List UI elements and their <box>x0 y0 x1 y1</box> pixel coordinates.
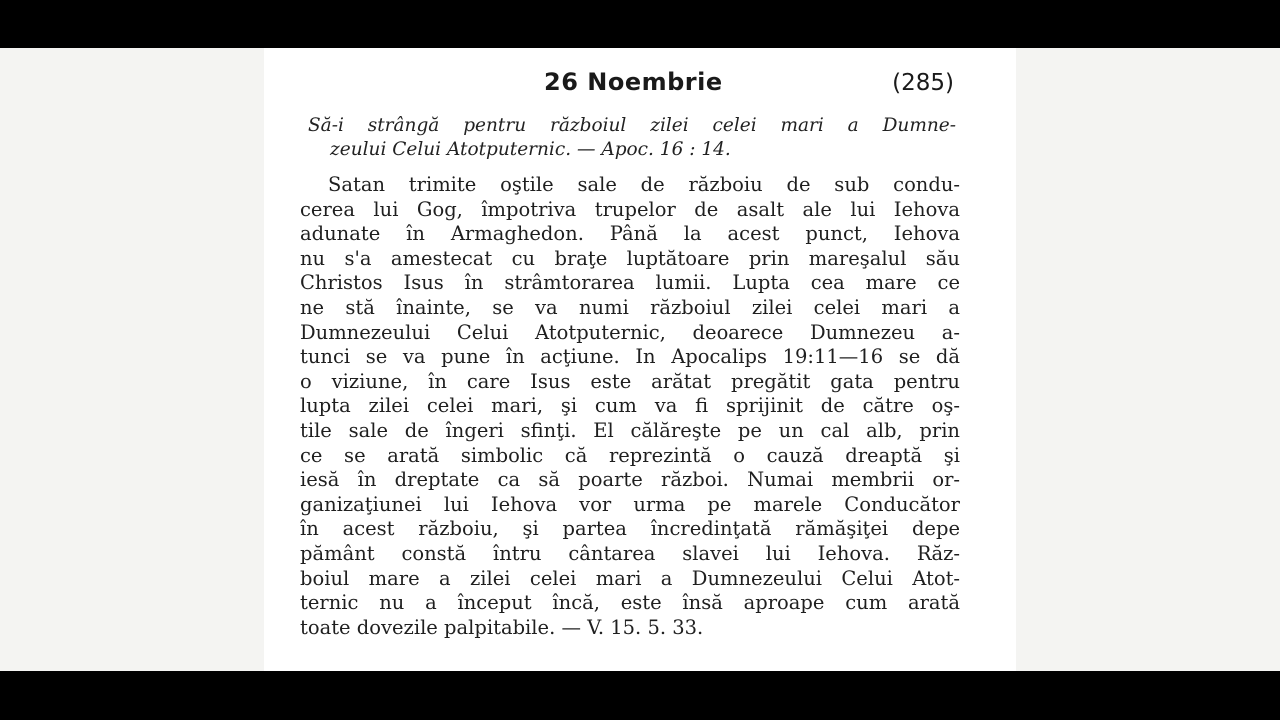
commentary-text <box>300 173 960 640</box>
text-line: Christos Isus în strâmtorarea lumii. Lupta cea mare ce <box>300 271 960 295</box>
text-line: nu s'a amestecat cu braţe luptătoare prin mareşalul său <box>300 246 960 270</box>
text-line: ne stă înainte, se va numi războiul zilei celei mari a <box>300 295 960 319</box>
text-line: tunci se va pune în acţiune. In Apocalips 19:11—16 se dă <box>300 345 960 369</box>
text-line: iesă în dreptate ca să poarte război. Numai membrii or- <box>300 468 960 492</box>
page-date: 26 Noembrie <box>544 68 723 96</box>
text-line: ce se arată simbolic că reprezintă o cauză dreaptă şi <box>300 443 960 467</box>
text-line: pământ constă întru cântarea slavei lui Iehova. Răz- <box>300 541 960 565</box>
text-line: Dumnezeului Celui Atotputernic, deoarece Dumnezeu a- <box>300 320 960 344</box>
text-line: tile sale de îngeri sfinţi. El călăreşte pe un cal alb, prin <box>300 418 960 442</box>
page-header <box>264 68 1016 102</box>
text-line: ganizaţiunei lui Iehova vor urma pe marele Conducător <box>300 492 960 516</box>
book-page <box>264 48 1016 671</box>
letterbox-top <box>0 0 1280 48</box>
text-line: cerea lui Gog, împotriva trupelor de asalt ale lui Iehova <box>300 197 960 221</box>
video-frame <box>0 48 1280 671</box>
text-line: toate dovezile palpitabile. — V. 15. 5. 33. <box>300 615 704 639</box>
text-line: lupta zilei celei mari, şi cum va fi sprijinit de către oş- <box>300 394 960 418</box>
text-line: boiul mare a zilei celei mari a Dumnezeului Celui Atot- <box>300 566 960 590</box>
text-line: în acest războiu, şi partea încredinţată rămăşiţei depe <box>300 517 960 541</box>
text-line: o viziune, în care Isus este arătat pregătit gata pentru <box>300 369 960 393</box>
verse-line: Să-i strângă pentru războiul zilei celei mari a Dumne- <box>308 115 956 136</box>
text-line: ternic nu a început încă, este însă aproape cum arată <box>300 591 960 615</box>
page-number: (285) <box>892 70 954 96</box>
verse-line: zeului Celui Atotputernic. — Apoc. 16 : 14. <box>330 139 731 160</box>
scripture-verse <box>308 114 956 162</box>
text-line: Satan trimite oştile sale de războiu de sub condu- <box>328 173 960 196</box>
text-line: adunate în Armaghedon. Până la acest punct, Iehova <box>300 222 960 246</box>
letterbox-bottom <box>0 671 1280 720</box>
